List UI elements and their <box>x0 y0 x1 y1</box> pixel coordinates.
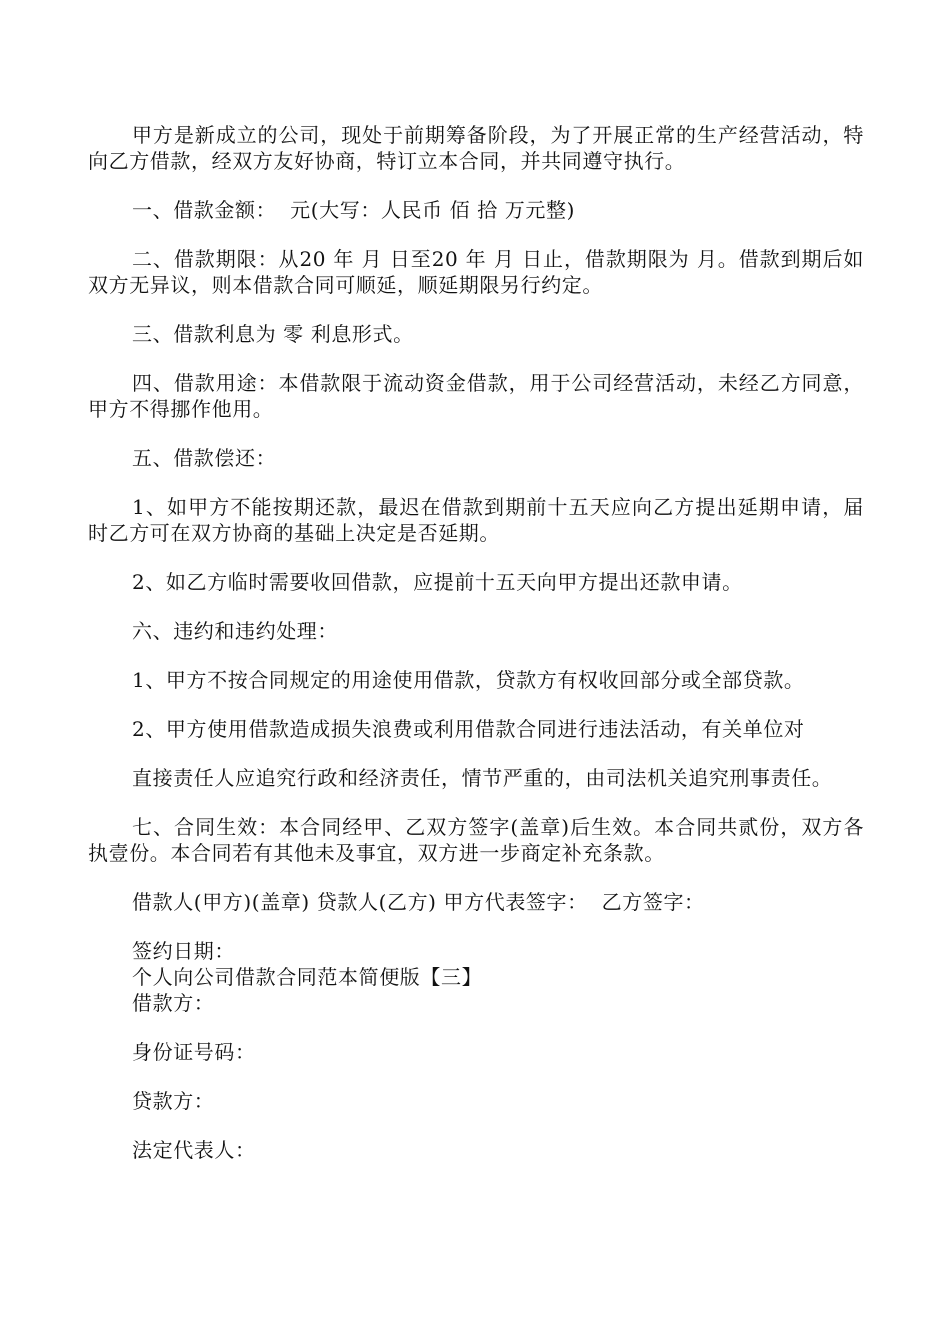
paragraph-loan-interest: 三、借款利息为 零 利息形式。 <box>132 322 414 346</box>
document-page <box>88 122 864 1186</box>
field-id-number: 身份证号码： <box>132 1040 256 1064</box>
paragraph-loan-term: 二、借款期限：从20 年 月 日至20 年 月 日止，借款期限为 月。借款到期后如双方无异议，则本借款合同可顺延，顺延期限另行约定。 <box>88 247 864 297</box>
field-lender: 贷款方： <box>132 1089 215 1113</box>
paragraph-breach-2: 2、甲方使用借款造成损失浪费或利用借款合同进行违法活动，有关单位对 <box>132 717 805 741</box>
paragraph-breach-heading: 六、违约和违约处理： <box>132 619 338 643</box>
paragraph-repayment-1: 1、如甲方不能按期还款，最迟在借款到期前十五天应向乙方提出延期申请，届时乙方可在双方协商的基础上决定是否延期。 <box>88 495 864 545</box>
paragraph-repayment-heading: 五、借款偿还： <box>132 446 277 470</box>
paragraph-repayment-2: 2、如乙方临时需要收回借款，应提前十五天向甲方提出还款申请。 <box>132 570 743 594</box>
paragraph-breach-2-continued: 直接责任人应追究行政和经济责任，情节严重的，由司法机关追究刑事责任。 <box>132 766 833 790</box>
paragraph-loan-purpose: 四、借款用途：本借款限于流动资金借款，用于公司经营活动，未经乙方同意，甲方不得挪作他用。 <box>88 371 864 421</box>
paragraph-signing-date: 签约日期： <box>132 939 235 963</box>
paragraph-signatures: 借款人(甲方)(盖章) 贷款人(乙方) 甲方代表签字： 乙方签字： <box>132 890 705 914</box>
section-title-contract-three: 个人向公司借款合同范本简便版【三】 <box>132 965 483 989</box>
field-legal-representative: 法定代表人： <box>132 1138 256 1162</box>
paragraph-loan-amount: 一、借款金额： 元(大写：人民币 佰 拾 万元整) <box>132 198 575 222</box>
paragraph-effectiveness: 七、合同生效：本合同经甲、乙双方签字(盖章)后生效。本合同共贰份，双方各执壹份。本合同若有其他未及事宜，双方进一步商定补充条款。 <box>88 815 864 865</box>
field-borrower: 借款方： <box>132 991 215 1015</box>
paragraph-breach-1: 1、甲方不按合同规定的用途使用借款，贷款方有权收回部分或全部贷款。 <box>132 668 805 692</box>
paragraph-intro: 甲方是新成立的公司，现处于前期筹备阶段，为了开展正常的生产经营活动，特向乙方借款，经双方友好协商，特订立本合同，并共同遵守执行。 <box>88 123 864 173</box>
